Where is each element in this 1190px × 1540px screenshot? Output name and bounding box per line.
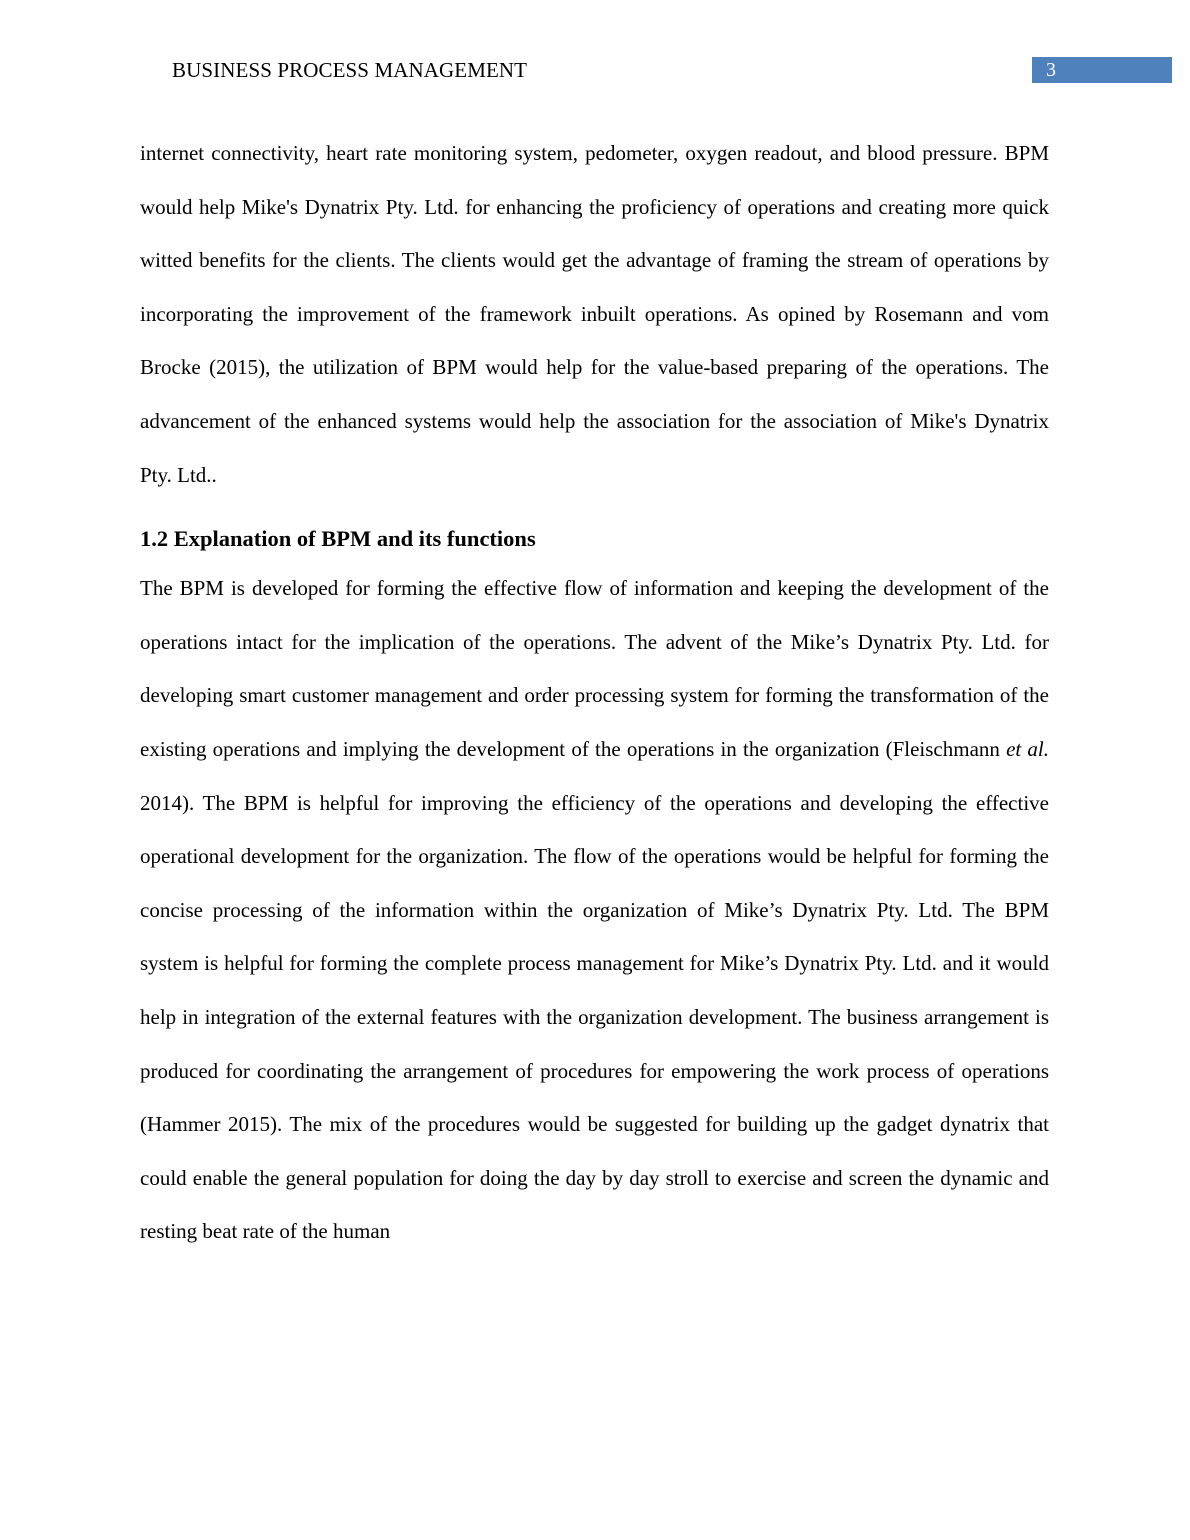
document-body: [140, 127, 1049, 1259]
paragraph-text-continued: 2014). The BPM is helpful for improving the efficiency of the operations and developing the effective operational development for the organization. The flow of the operations would be helpful for forming the concise processing of the information within the organization of Mike’s Dynatrix Pty. Ltd. The BPM system is helpful for forming the complete process management for Mike’s Dynatrix Pty. Ltd. and it would help in integration of the external features with the organization development. The business arrangement is produced for coordinating the arrangement of procedures for empowering the work process of operations (Hammer 2015). The mix of the procedures would be suggested for building up the gadget dynatrix that could enable the general population for doing the day by day stroll to exercise and screen the dynamic and resting beat rate of the human: [140, 790, 1049, 1244]
section-heading: 1.2 Explanation of BPM and its functions: [140, 526, 536, 552]
page-number: 3: [1032, 57, 1172, 83]
paragraph-text: The BPM is developed for forming the effective flow of information and keeping the development of the operations intact for the implication of the operations. The advent of the Mike’s Dynatrix Pty. Ltd. for developing smart customer management and order processing system for forming the transformation of the existing operations and implying the development of the operations in the organization (Fleischmann: [140, 576, 1049, 761]
body-paragraph: internet connectivity, heart rate monitoring system, pedometer, oxygen readout, and blood pressure. BPM would help Mike's Dynatrix Pty. Ltd. for enhancing the proficiency of operations and creating more quick witted benefits for the clients. The clients would get the advantage of framing the stream of operations by incorporating the improvement of the framework inbuilt operations. As opined by Rosemann and vom Brocke (2015), the utilization of BPM would help for the value-based preparing of the operations. The advancement of the enhanced systems would help the association for the association of Mike's Dynatrix Pty. Ltd..: [140, 141, 1049, 487]
italic-citation: et al.: [1006, 736, 1049, 761]
running-header-title: BUSINESS PROCESS MANAGEMENT: [172, 58, 528, 82]
section-paragraph: [140, 562, 1049, 1259]
